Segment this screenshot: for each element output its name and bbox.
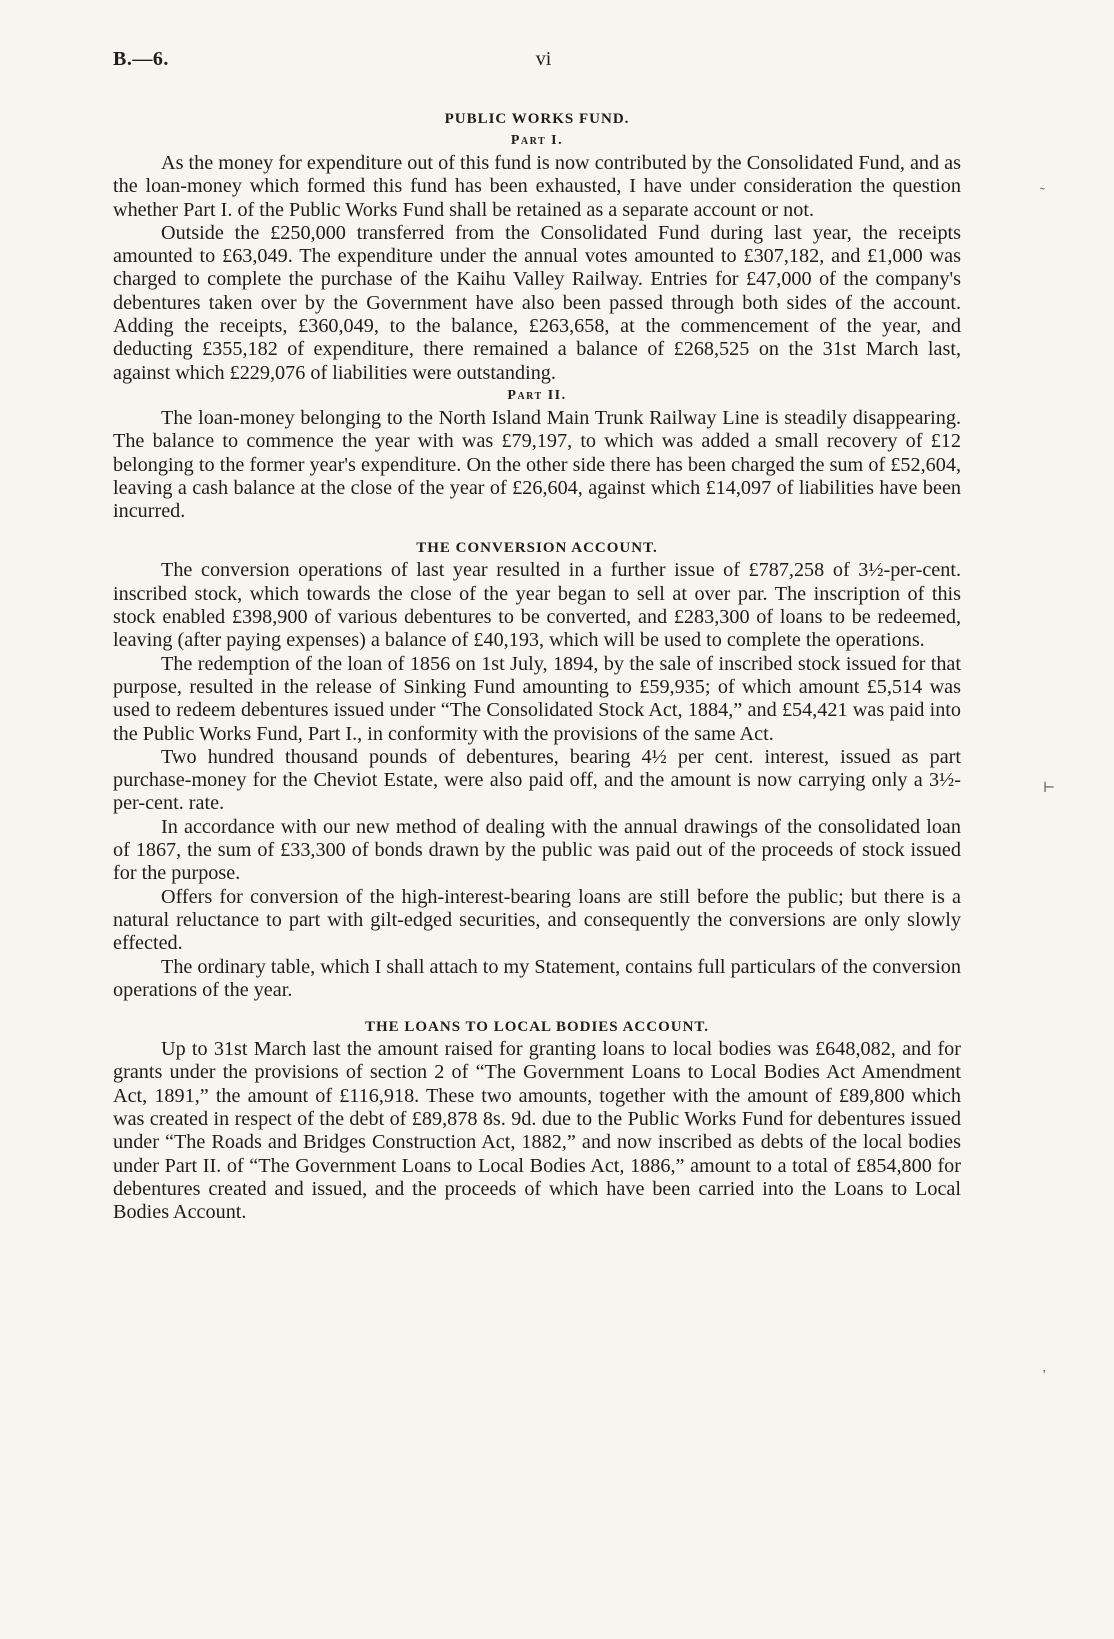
public-works-fund-heading: PUBLIC WORKS FUND.: [444, 111, 630, 127]
public-works-paragraph-3: The loan-money belonging to the North Island Main Trunk Railway Line is steadily disappearing. The balance to commence the year with was £79,197, to which was added a small recovery of £12 belonging to the former year's expenditure. On the other side there has been charged the sum of £52,604, leaving a cash balance at the close of the year of £26,604, against which £14,097 of liabilities have been incurred.: [113, 406, 961, 523]
conversion-paragraph-3: Two hundred thousand pounds of debentures, bearing 4½ per cent. interest, issued as part purchase-money for the Cheviot Estate, were also paid off, and the amount is now carrying only a 3½-per-cent. rate.: [113, 745, 961, 815]
local-bodies-paragraph-1: Up to 31st March last the amount raised for granting loans to local bodies was £648,082, and for grants under the provisions of section 2 of “The Government Loans to Local Bodies Act Amendment Act, 1891,” the amount of £116,918. These two amounts, together with the amount of £89,800 which was created in respect of the debt of £89,878 8s. 9d. due to the Public Works Fund for debentures issued under “The Roads and Bridges Construction Act, 1882,” and now inscribed as debts of the local bodies under Part II. of “The Government Loans to Local Bodies Act, 1886,” amount to a total of £854,800 for debentures created and issued, and the proceeds of which have been carried into the Loans to Local Bodies Account.: [113, 1038, 961, 1224]
conversion-paragraph-4: In accordance with our new method of dealing with the annual drawings of the consolidated loan of 1867, the sum of £33,300 of bonds drawn by the public was paid out of the proceeds of stock issued for the purpose.: [113, 815, 961, 885]
local-bodies-account-heading: THE LOANS TO LOCAL BODIES ACCOUNT.: [364, 1019, 710, 1036]
page-number: vi: [535, 48, 552, 70]
conversion-account-heading: THE CONVERSION ACCOUNT.: [416, 540, 658, 557]
conversion-paragraph-1: The conversion operations of last year resulted in a further issue of £787,258 of 3½-per-cent. inscribed stock, which towards the close of the year began to sell at over par. The inscription of this stock enabled £398,900 of various debentures to be converted, and £283,300 of loans to be redeemed, leaving (after paying expenses) a balance of £40,193, which will be used to complete the operations.: [113, 559, 961, 652]
margin-mark: ˜: [1040, 186, 1045, 201]
document-reference: B.—6.: [113, 48, 169, 70]
margin-mark: ': [1043, 1368, 1046, 1383]
part-one-label: Part I.: [510, 133, 564, 148]
conversion-paragraph-5: Offers for conversion of the high-interest-bearing loans are still before the public; but there is a natural reluctance to part with gilt-edged securities, and consequently the conversions are only slowly effected.: [113, 885, 961, 955]
public-works-paragraph-2: Outside the £250,000 transferred from the Consolidated Fund during last year, the receipts amounted to £63,049. The expenditure under the annual votes amounted to £307,182, and £1,000 was charged to complete the purchase of the Kaihu Valley Railway. Entries for £47,000 of the company's debentures taken over by the Government have also been passed through both sides of the account. Adding the receipts, £360,049, to the balance, £263,658, at the commencement of the year, and deducting £355,182 of expenditure, there remained a balance of £268,525 on the 31st March last, against which £229,076 of liabilities were outstanding.: [113, 221, 961, 384]
conversion-paragraph-2: The redemption of the loan of 1856 on 1st July, 1894, by the sale of inscribed stock issued for that purpose, resulted in the release of Sinking Fund amounting to £59,935; of which amount £5,514 was used to redeem debentures issued under “The Consolidated Stock Act, 1884,” and £54,421 was paid into the Public Works Fund, Part I., in conformity with the provisions of the same Act.: [113, 652, 961, 745]
page-body: [113, 108, 961, 1224]
public-works-paragraph-1: As the money for expenditure out of this fund is now contributed by the Consolidated Fund, and as the loan-money which formed this fund has been exhausted, I have under consideration the question whether Part I. of the Public Works Fund shall be retained as a separate account or not.: [113, 152, 961, 221]
page-header: [113, 48, 974, 78]
conversion-paragraph-6: The ordinary table, which I shall attach to my Statement, contains full particulars of the conversion operations of the year.: [113, 955, 961, 1001]
margin-mark: ⊢: [1043, 781, 1056, 796]
part-two-label: Part II.: [507, 387, 567, 403]
